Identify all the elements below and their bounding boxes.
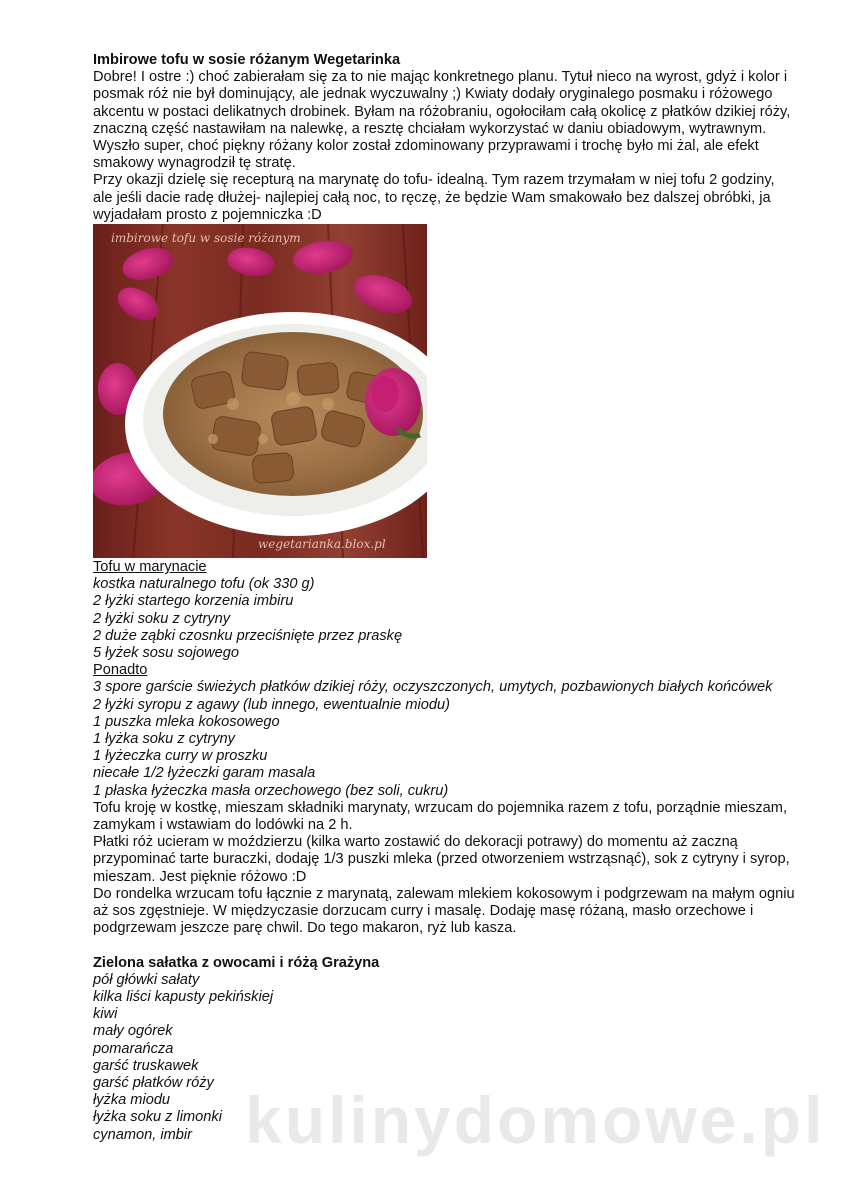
list-item: kilka liści kapusty pekińskiej [93,988,274,1005]
list-item: niecałe 1/2 łyżeczki garam masala [93,765,316,782]
document-body [93,52,798,1144]
recipe1-intro-paragraph-2: Przy okazji dzielę się recepturą na marynatę do tofu- idealną. Tym razem trzymałam w niej tofu 2 godziny, ale jeśli dacie radę dłużej- najlepiej całą noc, to ręczę, że będzie Wam smakowało bez dalszej obróbki, ja wyjadałam prosto z pojemniczka :D [93,172,775,223]
list-item: cynamon, imbir [93,1126,192,1143]
recipe2-title: Zielona sałatka z owocami i różą Grażyna [93,954,380,971]
list-item: 2 łyżki syropu z agawy (lub innego, ewentualnie miodu) [93,696,450,713]
photo-caption-bottom: wegetarianka.blox.pl [258,537,386,552]
marinade-ingredient-list [93,576,798,662]
list-item: 1 płaska łyżeczka masła orzechowego (bez soli, cukru) [93,782,449,799]
list-item: 2 łyżki startego korzenia imbiru [93,593,294,610]
list-item: garść truskawek [93,1057,199,1074]
recipe1-title: Imbirowe tofu w sosie różanym Wegetarinka [93,52,401,68]
list-item: mały ogórek [93,1023,173,1040]
list-item: 1 puszka mleka kokosowego [93,713,280,730]
tofu-dish-photo [93,224,427,558]
section-heading-tofu-marinade: Tofu w marynacie [93,559,207,576]
preparation-step-3: Do rondelka wrzucam tofu łącznie z marynatą, zalewam mlekiem kokosowym i podgrzewam na małym ogniu aż sos zgęstnieje. W międzyczasie dorzucam curry i masalę. Dodaję masę różaną, masło orzechowe i podgrzewam jeszcze parę chwil. Do tego makaron, ryż lub kasza. [93,885,795,937]
list-item: 3 spore garście świeżych płatków dzikiej róży, oczyszczonych, umytych, pozbawionych białych końcówek [93,679,773,696]
list-item: kostka naturalnego tofu (ok 330 g) [93,576,315,593]
additional-ingredient-list [93,679,798,799]
list-item: kiwi [93,1006,118,1023]
list-item: 2 duże ząbki czosnku przeciśnięte przez praskę [93,627,403,644]
list-item: łyżka miodu [93,1092,171,1109]
preparation-step-2: Płatki róż ucieram w moździerzu (kilka warto zostawić do dekoracji potrawy) do momentu aż zaczną przypominać tarte buraczki, dodaję 1/3 puszki mleka (przed otworzeniem wstrząsnąć), sok z cytryny i syrop, mieszam. Jest pięknie różowo :D [93,834,790,885]
site-watermark: kulinydomowe.pl [245,1083,826,1157]
list-item: łyżka soku z limonki [93,1109,222,1126]
list-item: 5 łyżek sosu sojowego [93,645,240,662]
list-item: garść płatków róży [93,1074,214,1091]
list-item: pół główki sałaty [93,971,200,988]
list-item: 1 łyżka soku z cytryny [93,731,235,748]
list-item: 1 łyżeczka curry w proszku [93,748,268,765]
recipe1-intro-paragraph-1: Dobre! I ostre :) choć zabierałam się za to nie mając konkretnego planu. Tytuł nieco na wyrost, gdyż i kolor i posmak róż nie był dominujący, ale jednak wyczuwalny ;) Kwiaty dodały oryginalego posmaku i różowego akcentu w postaci delikatnych drobinek. Byłam na różobraniu, ogołociłam całą okolicę z płatków dzikiej róży, znaczną część nastawiłam na nalewkę, a resztę chciałam wykorzystać w daniu obiadowym, wytrawnym. Wyszło super, choć piękny różany kolor został zdominowany przyprawami i trochę było mi żal, ale efekt smakowy wynagrodził tę stratę. [93,69,791,172]
rose-flower [365,368,421,436]
photo-caption-top: imbirowe tofu w sosie różanym [111,231,301,246]
list-item: pomarańcza [93,1040,174,1057]
list-item: 2 łyżki soku z cytryny [93,610,231,627]
preparation-step-1: Tofu kroję w kostkę, mieszam składniki marynaty, wrzucam do pojemnika razem z tofu, porządnie mieszam, zamykam i wstawiam do lodówki na 2 h. [93,799,787,834]
section-heading-additional: Ponadto [93,662,148,679]
